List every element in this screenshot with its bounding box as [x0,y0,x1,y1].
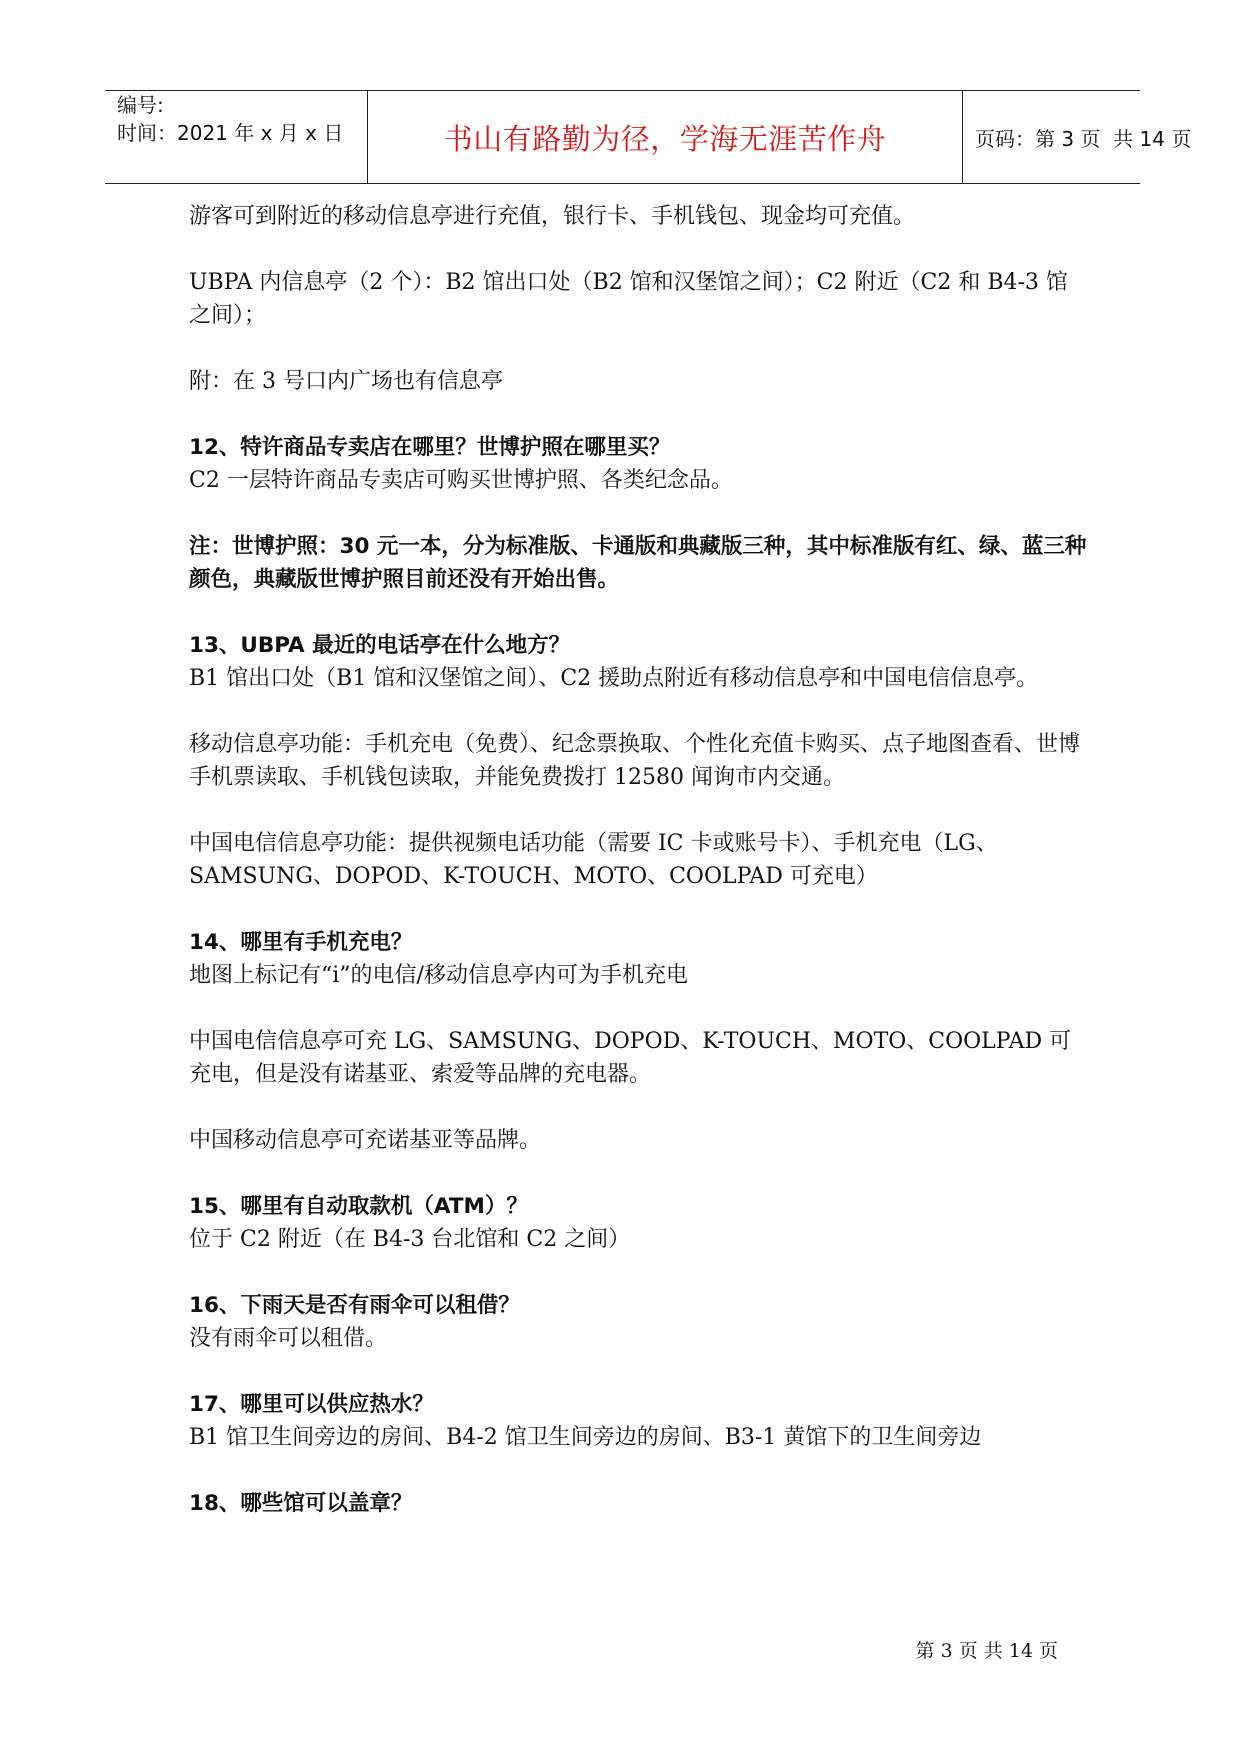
question-heading: 16、下雨天是否有雨伞可以租借？ [189,1293,520,1318]
question-heading: 18、哪些馆可以盖章？ [189,1491,413,1516]
serial-label: 编号: [117,93,164,117]
answer-text: 地图上标记有“i”的电信/移动信息亭内可为手机充电 [189,963,688,988]
document-body [189,200,1089,1520]
answer-text: C2 一层特许商品专卖店可购买世博护照、各类纪念品。 [189,468,733,493]
time-label: 时间：2021 年 x 月 x 日 [117,121,344,145]
header-divider [367,91,368,183]
answer-text: 移动信息亭功能：手机充电（免费）、纪念票换取、个性化充值卡购买、点子地图查看、世博手机票读取、手机钱包读取，并能免费拨打 12580 闻询市内交通。 [189,732,1081,790]
header-page-info: 页码：第 3 页 共 14 页 [975,126,1192,151]
page-header [105,90,1192,184]
question-heading: 17、哪里可以供应热水？ [189,1392,434,1417]
header-divider [962,91,963,183]
answer-text: 没有雨伞可以租借。 [189,1326,388,1351]
answer-text: 中国移动信息亭可充诺基亚等品牌。 [189,1128,542,1153]
paragraph: 游客可到附近的移动信息亭进行充值，银行卡、手机钱包、现金均可充值。 [189,204,916,229]
page-footer: 第 3 页 共 14 页 [915,1640,1058,1662]
question-heading: 13、UBPA 最近的电话亭在什么地方？ [189,633,571,658]
header-motto: 书山有路勤为径，学海无涯苦作舟 [443,121,887,156]
question-heading: 12、特许商品专卖店在哪里？世博护照在哪里买？ [189,435,671,460]
answer-text: B1 馆卫生间旁边的房间、B4-2 馆卫生间旁边的房间、B3-1 黄馆下的卫生间旁边 [189,1425,982,1450]
answer-text: B1 馆出口处（B1 馆和汉堡馆之间）、C2 援助点附近有移动信息亭和中国电信信息亭。 [189,666,1039,691]
answer-text: 中国电信信息亭功能：提供视频电话功能（需要 IC 卡或账号卡）、手机充电（LG、SAMSUNG、DOPOD、K-TOUCH、MOTO、COOLPAD 可充电） [189,831,998,889]
answer-text: 中国电信信息亭可充 LG、SAMSUNG、DOPOD、K-TOUCH、MOTO、COOLPAD 可充电，但是没有诺基亚、索爱等品牌的充电器。 [189,1029,1072,1087]
answer-text: 位于 C2 附近（在 B4-3 台北馆和 C2 之间） [189,1227,631,1252]
note-bold: 注：世博护照：30 元一本，分为标准版、卡通版和典藏版三种，其中标准版有红、绿、蓝三种颜色，典藏版世博护照目前还没有开始出售。 [189,534,1087,592]
header-meta [117,91,367,183]
paragraph: UBPA 内信息亭（2 个）：B2 馆出口处（B2 馆和汉堡馆之间）；C2 附近（C2 和 B4-3 馆之间）； [189,270,1068,328]
question-heading: 15、哪里有自动取款机（ATM）？ [189,1194,528,1219]
question-heading: 14、哪里有手机充电？ [189,930,413,955]
paragraph: 附：在 3 号口内广场也有信息亭 [189,369,503,394]
